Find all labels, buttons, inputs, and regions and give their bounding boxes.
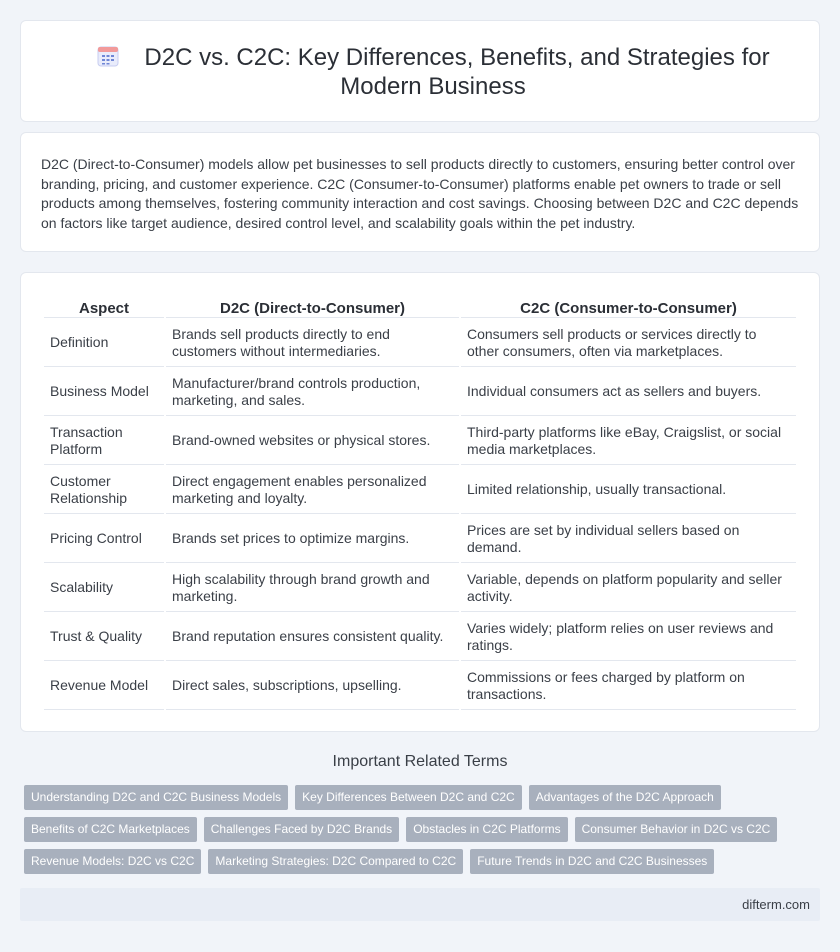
cell-d2c: Manufacturer/brand controls production, marketing, and sales. [166, 369, 459, 416]
related-term-tag[interactable]: Key Differences Between D2C and C2C [295, 785, 522, 810]
header-card [20, 20, 820, 122]
table-row [44, 418, 796, 465]
cell-aspect: Pricing Control [44, 516, 164, 563]
cell-d2c: Brand-owned websites or physical stores. [166, 418, 459, 465]
cell-aspect: Trust & Quality [44, 614, 164, 661]
intro-card [20, 132, 820, 252]
cell-c2c: Commissions or fees charged by platform on transactions. [461, 663, 796, 710]
page-title [61, 43, 805, 101]
cell-aspect: Definition [44, 320, 164, 367]
cell-aspect: Revenue Model [44, 663, 164, 710]
calendar-icon [96, 44, 120, 68]
page-title-text: D2C vs. C2C: Key Differences, Benefits, and Strategies for Modern Business [144, 44, 770, 100]
cell-aspect: Business Model [44, 369, 164, 416]
footer-site-link[interactable]: difterm.com [742, 897, 810, 912]
cell-d2c: Direct engagement enables personalized marketing and loyalty. [166, 467, 459, 514]
table-row [44, 467, 796, 514]
cell-aspect: Transaction Platform [44, 418, 164, 465]
intro-paragraph: D2C (Direct-to-Consumer) models allow pet businesses to sell products directly to customers, ensuring better control over branding, pricing, and customer experience. C2C (Consumer-to-Consumer) platforms enable pet owners to trade or sell products among themselves, fostering community interaction and cost savings. Choosing between D2C and C2C depends on factors like target audience, desired control level, and scalability goals within the pet industry. [41, 156, 799, 231]
table-row [44, 663, 796, 710]
table-row [44, 320, 796, 367]
related-term-tag[interactable]: Consumer Behavior in D2C vs C2C [575, 817, 778, 842]
cell-d2c: Brands sell products directly to end customers without intermediaries. [166, 320, 459, 367]
related-term-tag[interactable]: Challenges Faced by D2C Brands [204, 817, 399, 842]
related-term-tag[interactable]: Benefits of C2C Marketplaces [24, 817, 197, 842]
cell-c2c: Third-party platforms like eBay, Craigslist, or social media marketplaces. [461, 418, 796, 465]
tag-row [24, 849, 814, 881]
related-terms-list [24, 785, 814, 881]
cell-aspect: Scalability [44, 565, 164, 612]
related-term-tag[interactable]: Understanding D2C and C2C Business Models [24, 785, 288, 810]
table-row [44, 565, 796, 612]
related-term-tag[interactable]: Marketing Strategies: D2C Compared to C2C [208, 849, 463, 874]
cell-aspect: Customer Relationship [44, 467, 164, 514]
related-term-tag[interactable]: Revenue Models: D2C vs C2C [24, 849, 201, 874]
header-d2c: D2C (Direct-to-Consumer) [166, 295, 459, 318]
cell-c2c: Prices are set by individual sellers based on demand. [461, 516, 796, 563]
tag-row [24, 785, 814, 817]
related-term-tag[interactable]: Obstacles in C2C Platforms [406, 817, 567, 842]
related-terms-heading: Important Related Terms [332, 753, 508, 770]
cell-c2c: Variable, depends on platform popularity and seller activity. [461, 565, 796, 612]
cell-d2c: Brand reputation ensures consistent quality. [166, 614, 459, 661]
table-row [44, 614, 796, 661]
table-row [44, 369, 796, 416]
header-aspect: Aspect [44, 295, 164, 318]
footer [20, 888, 820, 921]
cell-c2c: Varies widely; platform relies on user reviews and ratings. [461, 614, 796, 661]
cell-c2c: Consumers sell products or services directly to other consumers, often via marketplaces. [461, 320, 796, 367]
cell-c2c: Individual consumers act as sellers and buyers. [461, 369, 796, 416]
cell-d2c: Brands set prices to optimize margins. [166, 516, 459, 563]
related-term-tag[interactable]: Future Trends in D2C and C2C Businesses [470, 849, 714, 874]
table-header-row [44, 295, 796, 318]
related-term-tag[interactable]: Advantages of the D2C Approach [529, 785, 721, 810]
comparison-table [42, 293, 798, 712]
cell-c2c: Limited relationship, usually transactional. [461, 467, 796, 514]
tag-row [24, 817, 814, 849]
header-c2c: C2C (Consumer-to-Consumer) [461, 295, 796, 318]
table-row [44, 516, 796, 563]
cell-d2c: Direct sales, subscriptions, upselling. [166, 663, 459, 710]
comparison-card [20, 272, 820, 732]
cell-d2c: High scalability through brand growth and marketing. [166, 565, 459, 612]
